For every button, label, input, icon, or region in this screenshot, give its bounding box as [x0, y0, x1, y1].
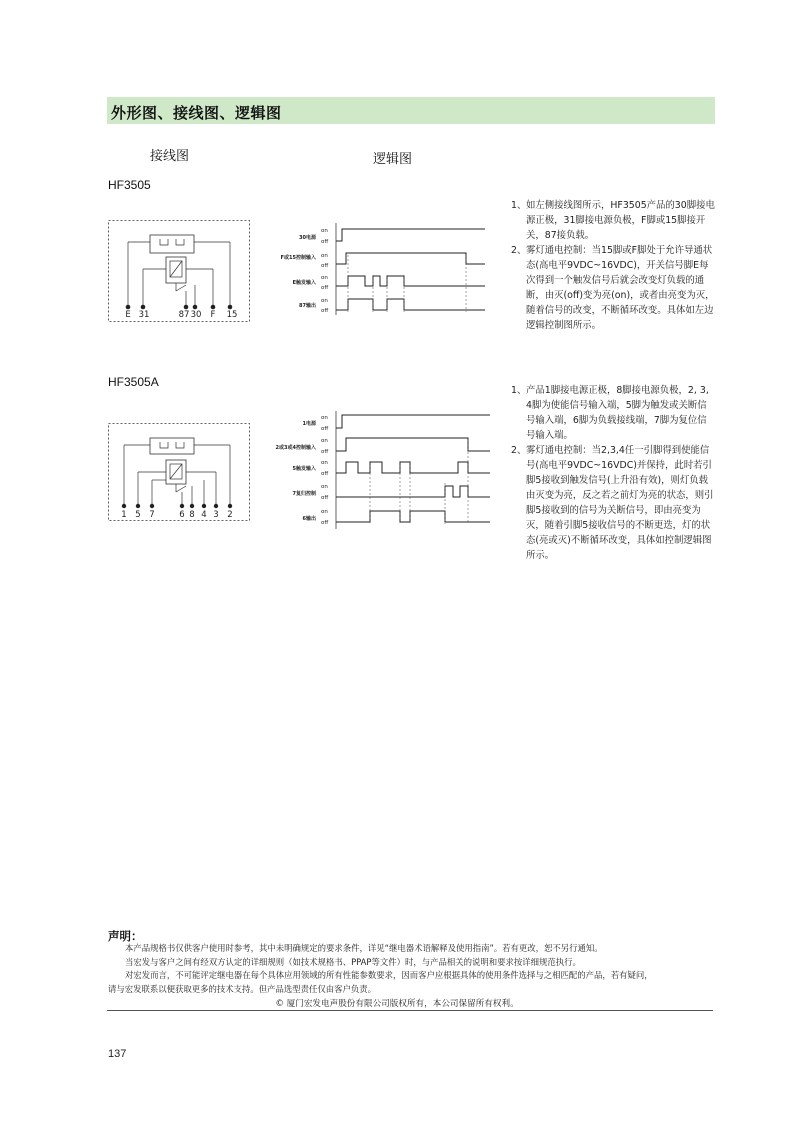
hf3505a-pin: 2 — [227, 510, 233, 520]
hf3505-signal-label: F或15控制输入 — [280, 255, 316, 261]
svg-text:off: off — [321, 263, 329, 269]
model-hf3505: HF3505 — [108, 178, 151, 192]
hf3505-pin-e: E — [125, 310, 131, 320]
hf3505-pin-f: F — [210, 310, 216, 320]
svg-text:on: on — [321, 415, 328, 421]
wiring-diagram-heading: 接线图 — [150, 149, 190, 164]
svg-text:off: off — [321, 495, 329, 501]
svg-text:off: off — [321, 308, 329, 314]
hf3505a-notes — [511, 383, 716, 563]
hf3505-signal-label: 30电源 — [299, 235, 316, 241]
hf3505a-note-item: 1、 产品1脚接电源正极，8脚接电源负极，2, 3, 4脚为使能信号输入端，5脚为触发或关断信号输入端，6脚为负载接线端，7脚为复位信号输入端。 — [511, 385, 709, 441]
declaration-line: 当宏发与客户之间有经双方认定的详细规则（如技术规格书、PPAP等文件）时，与产品相关的说明和要求按详细规范执行。 — [125, 956, 581, 967]
hf3505a-pin: 3 — [213, 510, 219, 520]
hf3505-wiring-diagram — [108, 215, 253, 325]
page-number: 137 — [108, 1048, 127, 1060]
svg-text:on: on — [321, 298, 328, 304]
svg-text:on: on — [321, 484, 328, 490]
hf3505-note-item: 2、 雾灯通电控制：当15脚或F脚处于允许导通状态(高电平9VDC~16VDC)，开关信号脚E每次得到一个触发信号后就会改变灯负载的通断，由灭(off)变为亮(on)，或者由亮变为灭，随着信号的改变，不断循环改变。具体如左边逻辑控制图所示。 — [511, 245, 715, 331]
model-hf3505a: HF3505A — [108, 375, 159, 389]
svg-text:on: on — [321, 509, 328, 515]
copyright-text: © 厦门宏发电声股份有限公司版权所有，本公司保留所有权利。 — [275, 999, 519, 1009]
hf3505-pin-87: 87 — [178, 310, 190, 320]
hf3505a-signal-label: 5触发输入 — [292, 466, 316, 472]
hf3505a-note-item: 2、 雾灯通电控制：当2,3,4任一引脚得到使能信号(高电平9VDC~16VDC)并保持，此时若引脚5接收到触发信号(上升沿有效)，则灯负载由灭变为亮，反之若之前灯为亮的状态，则引脚5接收到的信号为关断信号，即由亮变为灭，随着引脚5接收信号的不断更迭，灯的状态(亮或灭)不断循环改变，具体如控制逻辑图所示。 — [511, 445, 714, 561]
hf3505-logic-diagram — [280, 215, 490, 320]
declaration-line: 本产品规格书仅供客户使用时参考，其中未明确规定的要求条件，详见“继电器术语解释及使用指南”。若有更改，恕不另行通知。 — [125, 943, 603, 953]
hf3505a-pin: 7 — [149, 510, 155, 520]
logic-diagram-heading: 逻辑图 — [373, 152, 413, 167]
svg-text:on: on — [321, 275, 328, 281]
section-title: 外形图、接线图、逻辑图 — [111, 104, 282, 122]
declaration-title: 声明： — [108, 929, 143, 943]
hf3505-signal-label: E触发输入 — [292, 280, 316, 286]
hf3505a-pin: 4 — [201, 510, 207, 520]
hf3505a-wiring-diagram — [108, 420, 253, 525]
hf3505a-signal-label: 2或3或4控制输入 — [275, 445, 316, 451]
declaration-line: 请与宏发联系以便获取更多的技术支持。但产品选型责任仅由客户负责。 — [108, 983, 376, 994]
declaration-text — [108, 942, 716, 996]
hf3505a-signal-label: 1电源 — [302, 421, 316, 427]
svg-text:off: off — [321, 449, 329, 455]
hf3505-pin-15: 15 — [226, 310, 238, 320]
hf3505a-pin: 5 — [135, 510, 141, 520]
svg-text:off: off — [321, 471, 329, 477]
hf3505-notes — [511, 198, 716, 333]
hf3505-pin-31: 31 — [138, 310, 150, 320]
hf3505a-signal-label: 6输出 — [302, 516, 316, 522]
footer-divider — [107, 1010, 713, 1011]
svg-text:off: off — [321, 239, 329, 245]
hf3505-signal-label: 87输出 — [299, 303, 316, 309]
hf3505-pin-30: 30 — [190, 310, 202, 320]
hf3505a-logic-diagram — [275, 405, 495, 535]
svg-text:off: off — [321, 285, 329, 291]
svg-text:on: on — [321, 438, 328, 444]
hf3505a-signal-label: 7复归控制 — [292, 491, 316, 497]
declaration-line: 对宏发而言，不可能评定继电器在每个具体应用领域的所有性能参数要求，因而客户应根据具体的使用条件选择与之相匹配的产品，若有疑问， — [125, 970, 653, 980]
svg-text:on: on — [321, 460, 328, 466]
hf3505a-pin: 1 — [121, 510, 127, 520]
svg-text:off: off — [321, 520, 329, 526]
hf3505a-pin: 8 — [189, 510, 195, 520]
svg-text:off: off — [321, 426, 329, 432]
svg-text:on: on — [321, 228, 328, 234]
hf3505-note-item: 1、 如左侧接线图所示，HF3505产品的30脚接电源正极，31脚接电源负极，F脚或15脚接开关，87接负载。 — [511, 200, 715, 241]
hf3505a-pin: 6 — [179, 510, 185, 520]
svg-text:on: on — [321, 253, 328, 259]
